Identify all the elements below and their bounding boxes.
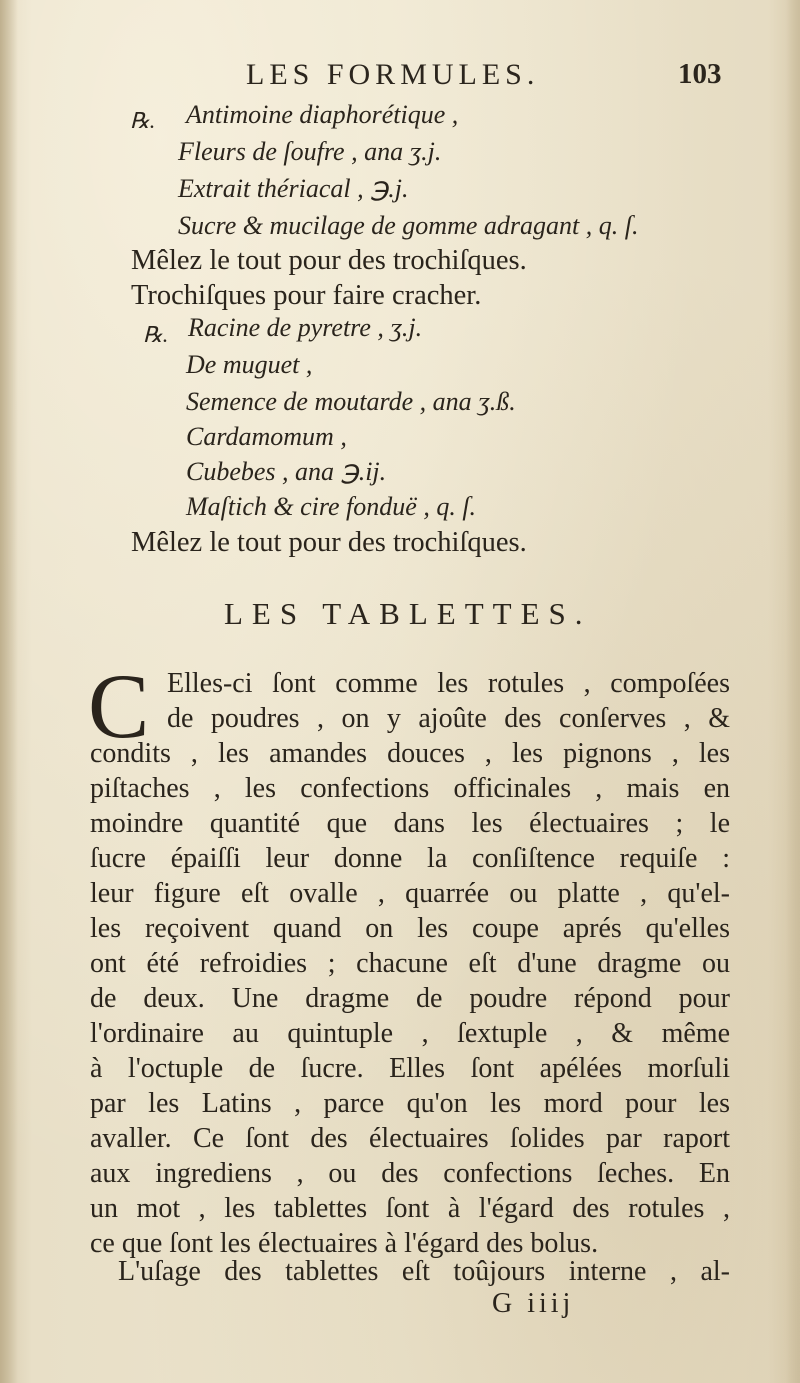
- paragraph-line: ſucre épaiſſi leur donne la conſiſtence requiſe :: [90, 843, 730, 874]
- ingredient-line: Extrait thériacal , ℈.j.: [178, 174, 409, 203]
- drop-cap: C: [88, 655, 150, 757]
- recipe-symbol: ℞.: [130, 108, 156, 133]
- ingredient-line: Semence de moutarde , ana ʒ.ß.: [186, 387, 516, 416]
- page-edge-shadow-left: [0, 0, 18, 1383]
- ingredient-line: De muguet ,: [186, 350, 313, 379]
- ingredient-line: Antimoine diaphorétique ,: [186, 100, 459, 129]
- paragraph-line: un mot , les tablettes ſont à l'égard des rotules ,: [90, 1193, 730, 1224]
- signature-mark: G iiij: [492, 1288, 575, 1319]
- paragraph-line: à l'octuple de ſucre. Elles ſont apélées morſuli: [90, 1053, 730, 1084]
- ingredient-line: Cardamomum ,: [186, 422, 347, 451]
- page-number: 103: [678, 58, 722, 90]
- paragraph-line: moindre quantité que dans les électuaires ; le: [90, 808, 730, 839]
- paragraph-line: leur figure eſt ovalle , quarrée ou platte , qu'el-: [90, 878, 730, 909]
- recipe-symbol: ℞.: [143, 322, 169, 347]
- ingredient-line: Cubebes , ana ℈.ij.: [186, 457, 387, 486]
- ingredient-line: Racine de pyretre , ʒ.j.: [188, 313, 423, 342]
- paragraph-line: ce que ſont les électuaires à l'égard des bolus.: [90, 1228, 599, 1259]
- instruction-line: Mêlez le tout pour des trochiſques.: [131, 527, 527, 558]
- paragraph-line: les reçoivent quand on les coupe aprés qu'elles: [90, 913, 730, 944]
- paragraph-line: L'uſage des tablettes eſt toûjours interne , al-: [118, 1256, 730, 1287]
- ingredient-line: Sucre & mucilage de gomme adragant , q. ſ.: [178, 211, 639, 240]
- section-heading: LES TABLETTES.: [224, 596, 592, 631]
- paragraph-line: ont été refroidies ; chacune eſt d'une dragme ou: [90, 948, 730, 979]
- formula-title: Trochiſques pour faire cracher.: [131, 280, 482, 311]
- paragraph-line: de deux. Une dragme de poudre répond pour: [90, 983, 730, 1014]
- paragraph-line: par les Latins , parce qu'on les mord pour les: [90, 1088, 730, 1119]
- paragraph-line: l'ordinaire au quintuple , ſextuple , & même: [90, 1018, 730, 1049]
- page-header: [0, 58, 800, 98]
- running-head: LES FORMULES.: [246, 58, 540, 91]
- ingredient-line: Fleurs de ſoufre , ana ʒ.j.: [178, 137, 442, 166]
- paragraph-line: aux ingrediens , ou des confections ſeches. En: [90, 1158, 730, 1189]
- instruction-line: Mêlez le tout pour des trochiſques.: [131, 245, 527, 276]
- paragraph-line: de poudres , on y ajoûte des conſerves , &: [167, 703, 730, 734]
- ingredient-line: Maſtich & cire fonduë , q. ſ.: [186, 492, 477, 521]
- paragraph-line: piſtaches , les confections officinales , mais en: [90, 773, 730, 804]
- paragraph-line: avaller. Ce ſont des électuaires ſolides par raport: [90, 1123, 730, 1154]
- page-edge-shadow-right: [786, 0, 800, 1383]
- paragraph-line: condits , les amandes douces , les pignons , les: [90, 738, 730, 769]
- paragraph-line: Elles-ci ſont comme les rotules , compoſées: [167, 668, 730, 699]
